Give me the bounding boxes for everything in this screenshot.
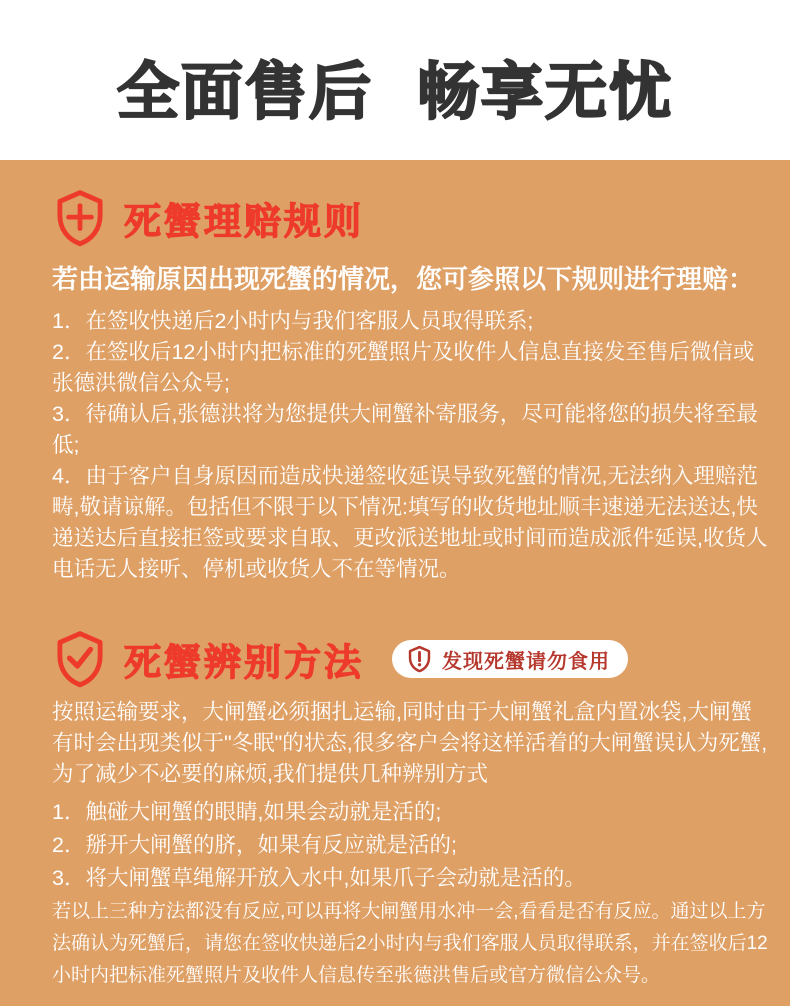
warning-badge-label: 发现死蟹请勿食用	[442, 650, 610, 673]
identify-footer-note: 若以上三种方法都没有反应,可以再将大闸蟹用水冲一会,看看是否有反应。通过以上方法确认为死蟹后，请您在签收快递后2小时内与我们客服人员取得联系，并在签收后12小时内把标准死蟹照片及收件人信息传至张德洪售后或官方微信公众号。	[52, 901, 768, 986]
claims-rule-item: 4．由于客户自身原因而造成快递签收延误导致死蟹的情况,无法纳入理赔范畴,敬请谅解。包括但不限于以下情况:填写的收货地址顺丰速递无法送达,快递送达后直接拒签或要求自取、更改派送地址或时间而造成派件延误,收货人电话无人接听、停机或收货人不在等情况。	[52, 464, 768, 581]
identify-section-title: 死蟹辨别方法	[124, 642, 364, 683]
after-sales-panel	[0, 160, 790, 1006]
claims-rule-item: 2．在签收后12小时内把标准的死蟹照片及收件人信息直接发至售后微信或张德洪微信公众号;	[52, 340, 755, 395]
page-title-part1: 全面售后	[116, 57, 373, 127]
identify-method-item: 1．触碰大闸蟹的眼睛,如果会动就是活的;	[52, 800, 442, 824]
claims-intro: 若由运输原因出现死蟹的情况，您可参照以下规则进行理赔：	[52, 264, 755, 294]
claims-rule-list	[52, 306, 768, 585]
claims-section	[52, 188, 768, 585]
claims-rule-item: 1．在签收快递后2小时内与我们客服人员取得联系;	[52, 309, 534, 333]
claims-section-title: 死蟹理赔规则	[124, 201, 364, 242]
shield-plus-icon	[52, 188, 108, 248]
shield-alert-icon	[406, 645, 433, 673]
identify-method-item: 3．将大闸蟹草绳解开放入水中,如果爪子会动就是活的。	[52, 866, 586, 890]
identify-method-list	[52, 796, 768, 895]
page-title-part2: 畅享无忧	[417, 57, 674, 127]
page-header	[0, 0, 790, 160]
identify-section	[52, 629, 768, 992]
identify-section-header	[52, 629, 768, 689]
shield-check-icon	[52, 629, 108, 689]
identify-paragraph: 按照运输要求，大闸蟹必须捆扎运输,同时由于大闸蟹礼盒内置冰袋,大闸蟹有时会出现类似于"冬眠"的状态,很多客户会将这样活着的大闸蟹误认为死蟹,为了减少不必要的麻烦,我们提供几种辨别方式	[52, 700, 768, 786]
claims-rule-item: 3．待确认后,张德洪将为您提供大闸蟹补寄服务，尽可能将您的损失将至最低;	[52, 402, 758, 457]
page-title	[117, 42, 673, 131]
claims-section-header	[52, 188, 768, 248]
identify-method-item: 2．掰开大闸蟹的脐，如果有反应就是活的;	[52, 833, 457, 857]
warning-badge	[392, 640, 628, 678]
